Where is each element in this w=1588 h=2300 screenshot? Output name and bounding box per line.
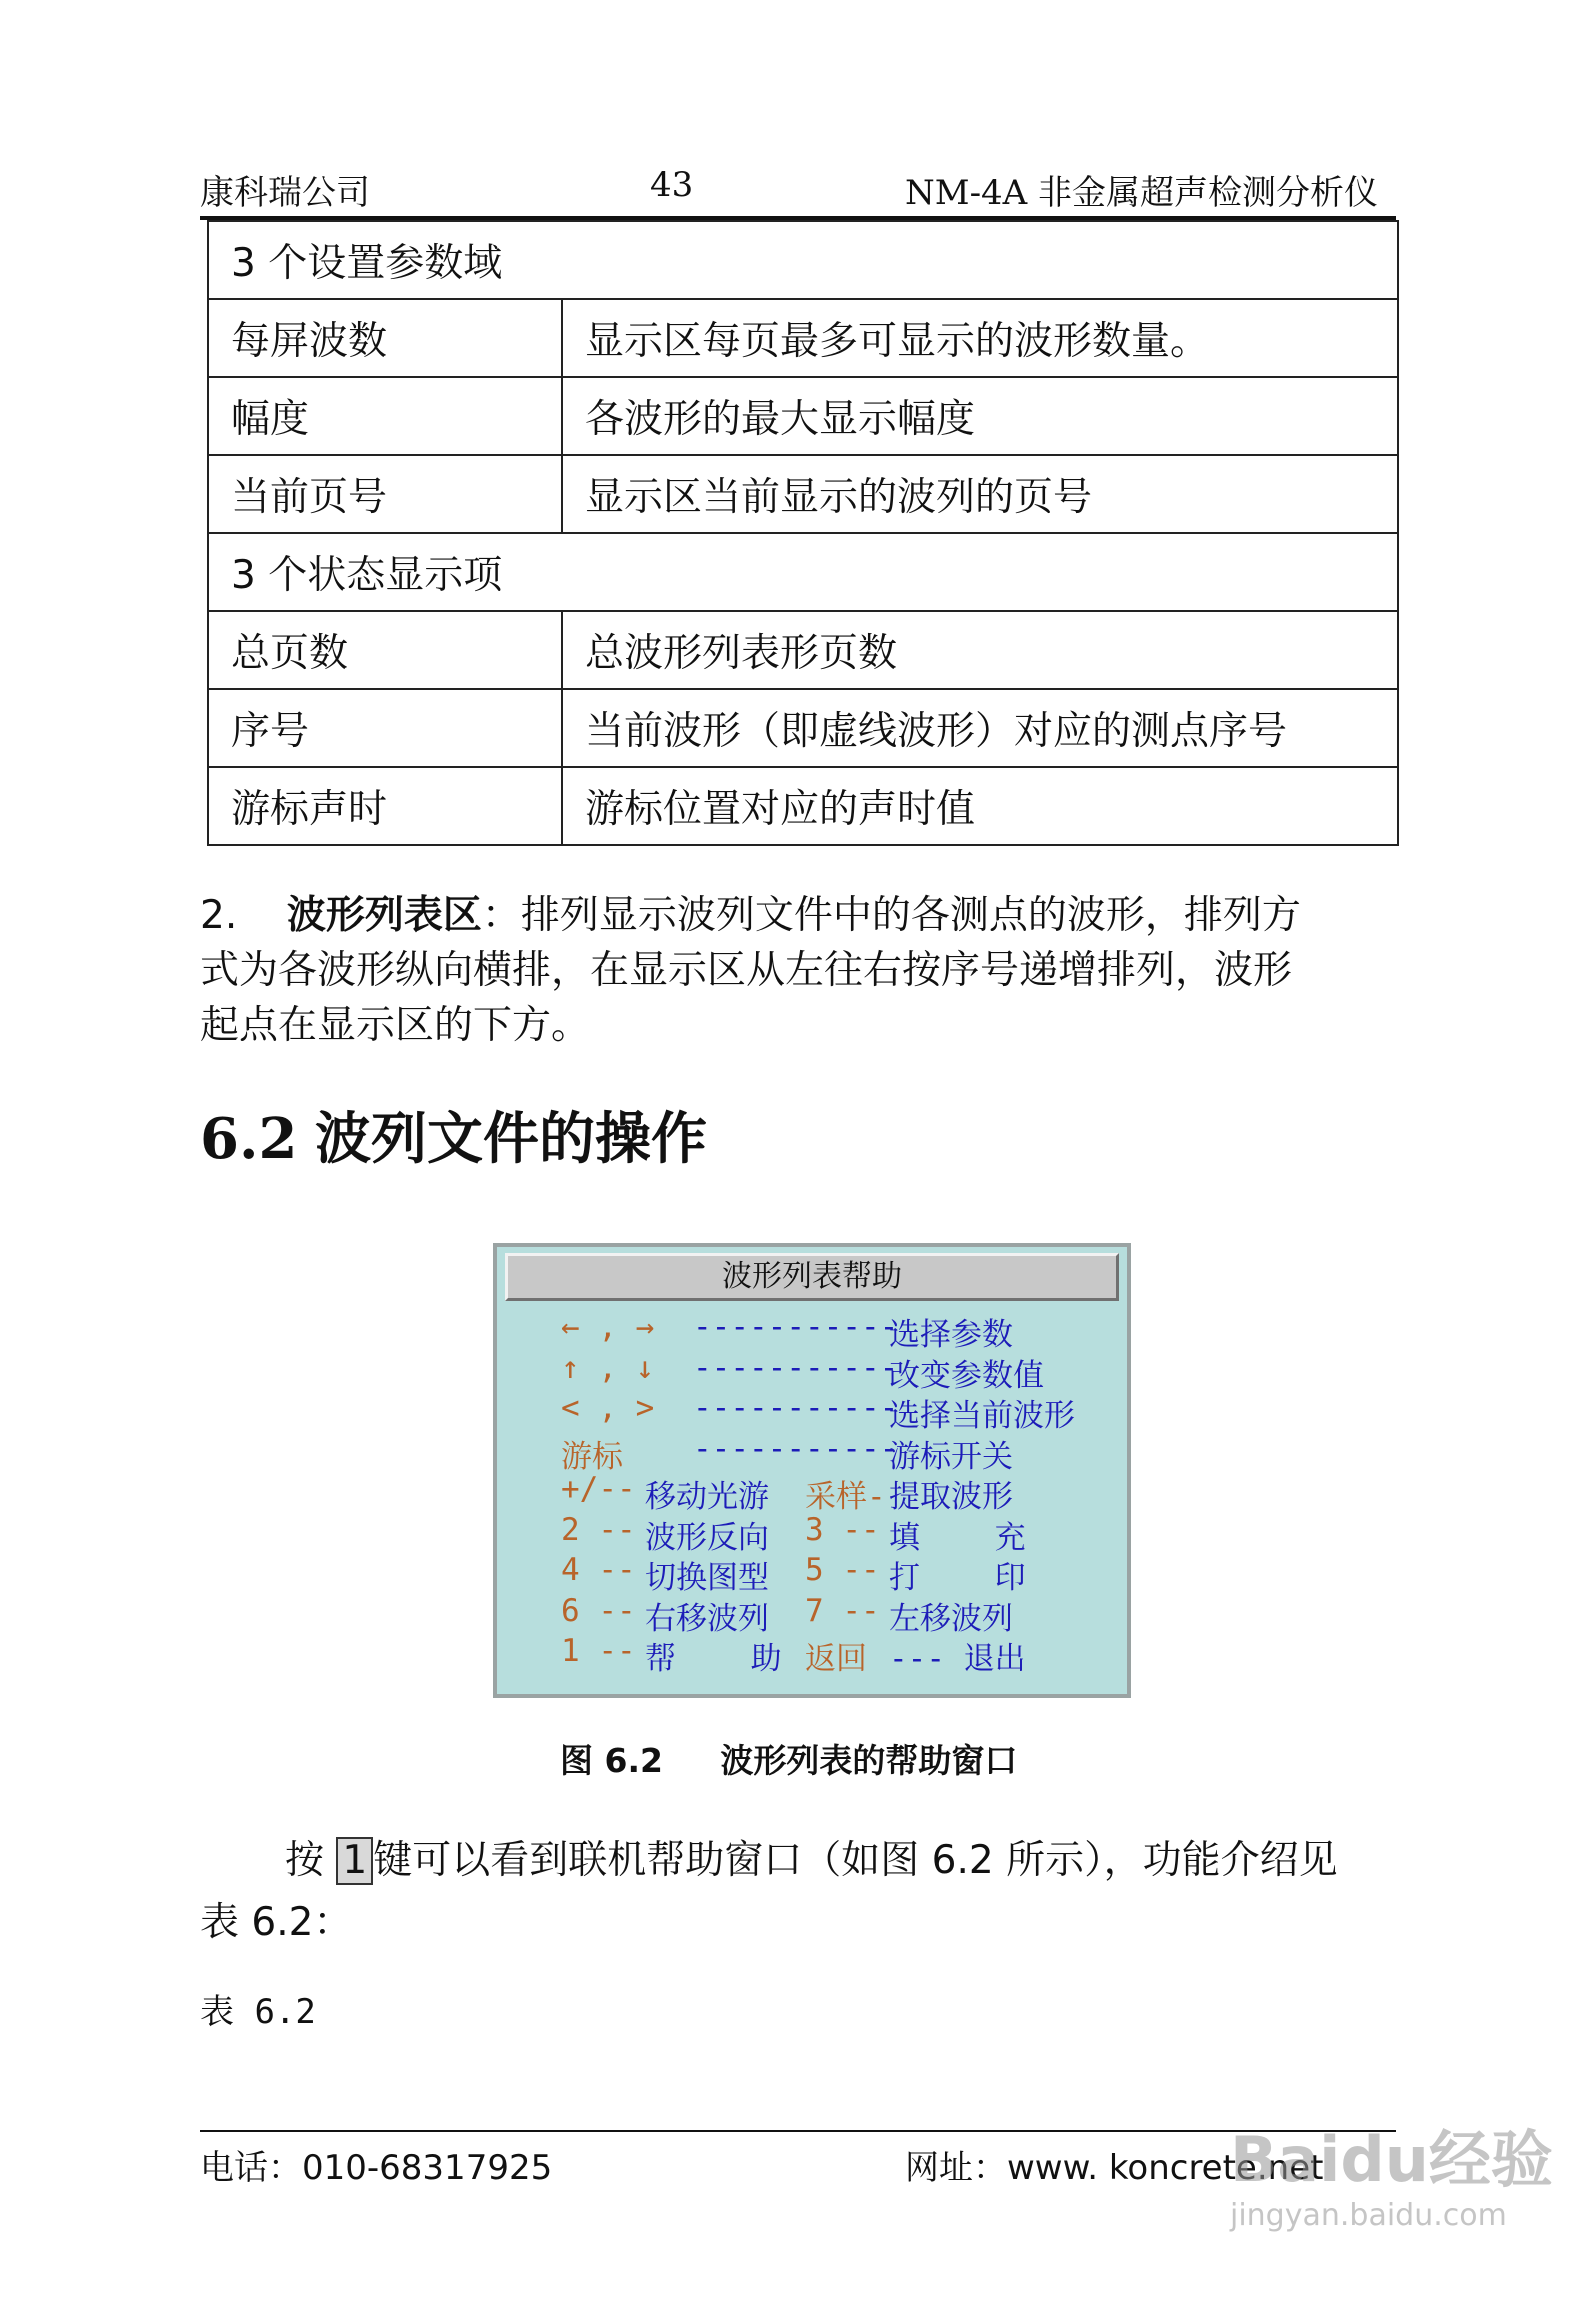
- help-desc: --- 退出: [889, 1641, 1026, 1677]
- footer-rule: [200, 2130, 1396, 2132]
- help-key: 6 --: [561, 1593, 636, 1629]
- figure-caption: 图 6.2 波形列表的帮助窗口: [560, 1741, 1018, 1780]
- help-desc: 提取波形: [889, 1479, 1013, 1515]
- footer-website[interactable]: 网址：www. koncrete.net: [905, 2148, 1324, 2188]
- help-key: 3 --: [805, 1512, 880, 1548]
- header-product: NM-4A 非金属超声检测分析仪: [905, 173, 1379, 213]
- term-waveform-list-area: 波形列表区: [286, 893, 482, 938]
- key-1-box: 1: [336, 1837, 373, 1885]
- footer-phone: 电话：010-68317925: [200, 2148, 553, 2188]
- help-key: ↑ , ↓: [561, 1350, 655, 1386]
- param-name-cell: 总页数: [208, 611, 562, 689]
- help-key: < , >: [561, 1390, 655, 1426]
- section-heading: [200, 1095, 707, 1175]
- table-label: 表 6.2: [200, 1992, 316, 2032]
- help-dashes: -----------: [693, 1350, 899, 1386]
- param-name-cell: 序号: [208, 689, 562, 767]
- table-row: [208, 299, 1398, 377]
- table-row: [208, 611, 1398, 689]
- help-window-title: 波形列表帮助: [505, 1253, 1119, 1301]
- help-dashes: -----------: [693, 1390, 899, 1426]
- help-desc: 波形反向: [645, 1520, 769, 1556]
- param-name-cell: 幅度: [208, 377, 562, 455]
- help-desc: 切换图型: [645, 1560, 769, 1596]
- help-desc: 游标开关: [889, 1439, 1013, 1475]
- help-desc: 改变参数值: [889, 1358, 1044, 1394]
- param-desc-cell: 总波形列表形页数: [562, 611, 1398, 689]
- param-desc-cell: 游标位置对应的声时值: [562, 767, 1398, 845]
- help-key: 4 --: [561, 1552, 636, 1588]
- table-row: [208, 455, 1398, 533]
- section-number: 6.2: [200, 1106, 298, 1172]
- list-number: 2.: [200, 893, 238, 938]
- param-name-cell: 游标声时: [208, 767, 562, 845]
- table-row: [208, 767, 1398, 845]
- help-key: 7 --: [805, 1593, 880, 1629]
- help-key: 5 --: [805, 1552, 880, 1588]
- section-title: 波列文件的操作: [315, 1106, 707, 1172]
- help-window: [493, 1243, 1131, 1698]
- help-key: ← , →: [561, 1309, 655, 1345]
- section-cell: 3 个设置参数域: [208, 221, 1398, 299]
- help-desc: 填 充: [889, 1520, 1026, 1556]
- help-dashes: -----------: [693, 1431, 899, 1467]
- help-dashes: -----------: [693, 1309, 899, 1345]
- header-company: 康科瑞公司: [200, 173, 370, 213]
- help-desc: 移动光游: [645, 1479, 769, 1515]
- param-desc-cell: 显示区每页最多可显示的波形数量。: [562, 299, 1398, 377]
- param-name-cell: 当前页号: [208, 455, 562, 533]
- help-key: 游标: [561, 1439, 623, 1475]
- help-desc: 帮 助: [645, 1641, 782, 1677]
- param-desc-cell: 当前波形（即虚线波形）对应的测点序号: [562, 689, 1398, 767]
- section-cell: 3 个状态显示项: [208, 533, 1398, 611]
- watermark-brand: Baidu经验: [1230, 2123, 1553, 2196]
- help-key: 1 --: [561, 1633, 636, 1669]
- param-name-cell: 每屏波数: [208, 299, 562, 377]
- help-key: 采样-: [805, 1479, 886, 1515]
- help-desc: 左移波列: [889, 1601, 1013, 1637]
- table-row: [208, 689, 1398, 767]
- table-row: [208, 377, 1398, 455]
- help-desc: 选择参数: [889, 1317, 1013, 1353]
- help-desc: 选择当前波形: [889, 1398, 1075, 1434]
- help-key: 2 --: [561, 1512, 636, 1548]
- param-desc-cell: 显示区当前显示的波列的页号: [562, 455, 1398, 533]
- help-key: 返回: [805, 1641, 867, 1677]
- paragraph-waveform-list: 2. 波形列表区：排列显示波列文件中的各测点的波形，排列方 式为各波形纵向横排，在显示区从左往右按序号递增排列，波形 起点在显示区的下方。: [200, 893, 1301, 1048]
- help-key: +/--: [561, 1471, 636, 1507]
- table-section-row: [208, 221, 1398, 299]
- help-desc: 打 印: [889, 1560, 1026, 1596]
- param-desc-cell: 各波形的最大显示幅度: [562, 377, 1398, 455]
- table-section-row: [208, 533, 1398, 611]
- header-page-number: 43: [650, 165, 694, 205]
- help-desc: 右移波列: [645, 1601, 769, 1637]
- parameter-table: [207, 220, 1399, 846]
- paragraph-help-key: 按 1 键可以看到联机帮助窗口（如图 6.2 所示），功能介绍见 表 6.2：: [200, 1838, 1338, 1945]
- watermark-url: jingyan.baidu.com: [1230, 2198, 1507, 2233]
